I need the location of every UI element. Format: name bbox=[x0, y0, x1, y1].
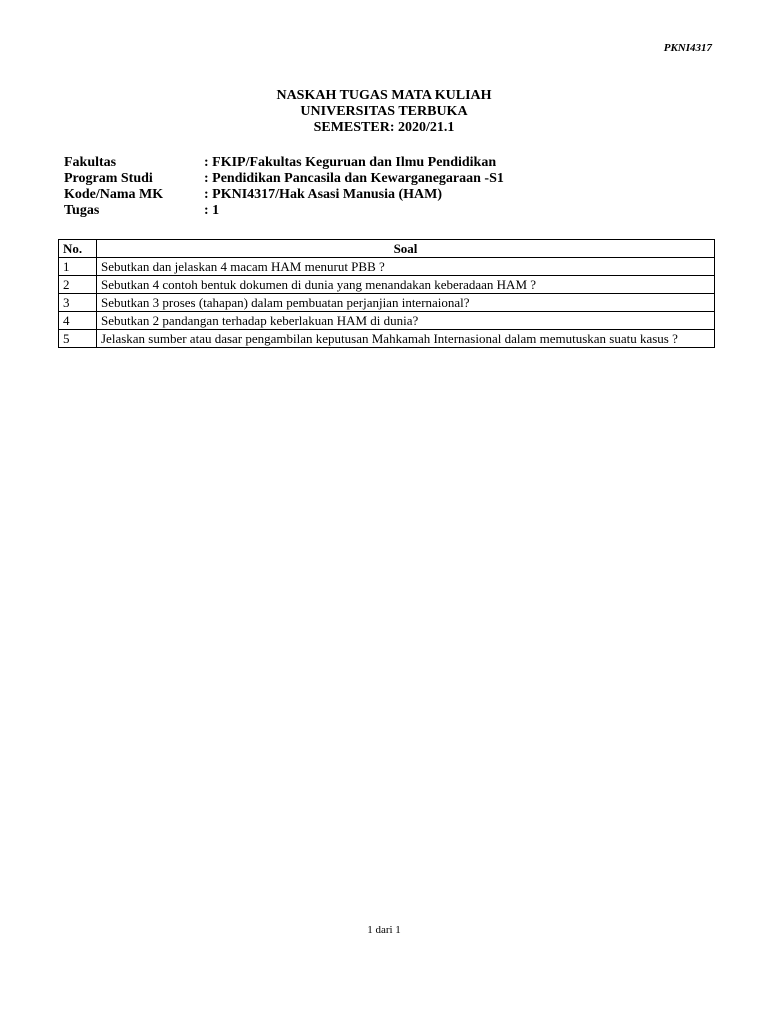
title-line-1: NASKAH TUGAS MATA KULIAH bbox=[276, 88, 492, 103]
table-row bbox=[59, 294, 715, 312]
info-value: : Pendidikan Pancasila dan Kewarganegaraan -S1 bbox=[204, 171, 504, 186]
info-row-fakultas bbox=[64, 155, 504, 171]
page-footer: 1 dari 1 bbox=[367, 924, 401, 936]
table-row bbox=[59, 258, 715, 276]
table-header-row bbox=[59, 240, 715, 258]
title-line-2: UNIVERSITAS TERBUKA bbox=[300, 104, 468, 119]
row-question: Sebutkan 4 contoh bentuk dokumen di dunia yang menandakan keberadaan HAM ? bbox=[97, 276, 715, 294]
info-label: Kode/Nama MK bbox=[64, 187, 164, 202]
table-row bbox=[59, 276, 715, 294]
course-info bbox=[64, 155, 504, 219]
row-number: 5 bbox=[59, 330, 97, 348]
row-number: 1 bbox=[59, 258, 97, 276]
row-question: Sebutkan 3 proses (tahapan) dalam pembuatan perjanjian internaional? bbox=[97, 294, 715, 312]
info-row-tugas bbox=[64, 203, 504, 219]
row-question: Sebutkan 2 pandangan terhadap keberlakuan HAM di dunia? bbox=[97, 312, 715, 330]
row-question: Sebutkan dan jelaskan 4 macam HAM menurut PBB ? bbox=[97, 258, 715, 276]
title-line-3: SEMESTER: 2020/21.1 bbox=[313, 120, 455, 135]
table-row bbox=[59, 330, 715, 348]
title-block bbox=[0, 88, 768, 136]
info-label: Tugas bbox=[64, 203, 100, 218]
info-row-program-studi bbox=[64, 171, 504, 187]
row-question: Jelaskan sumber atau dasar pengambilan keputusan Mahkamah Internasional dalam memutuskan suatu kasus ? bbox=[97, 330, 715, 348]
table-row bbox=[59, 312, 715, 330]
row-number: 2 bbox=[59, 276, 97, 294]
info-label: Program Studi bbox=[64, 171, 153, 186]
info-value: : FKIP/Fakultas Keguruan dan Ilmu Pendidikan bbox=[204, 155, 497, 170]
info-value: : 1 bbox=[204, 203, 220, 218]
row-number: 3 bbox=[59, 294, 97, 312]
info-value: : PKNI4317/Hak Asasi Manusia (HAM) bbox=[204, 187, 443, 202]
header-soal: Soal bbox=[97, 240, 715, 258]
row-number: 4 bbox=[59, 312, 97, 330]
info-label: Fakultas bbox=[64, 155, 117, 170]
info-row-kode-mk bbox=[64, 187, 504, 203]
questions-table bbox=[58, 239, 715, 348]
document-code: PKNI4317 bbox=[663, 42, 712, 54]
header-no: No. bbox=[59, 240, 97, 258]
